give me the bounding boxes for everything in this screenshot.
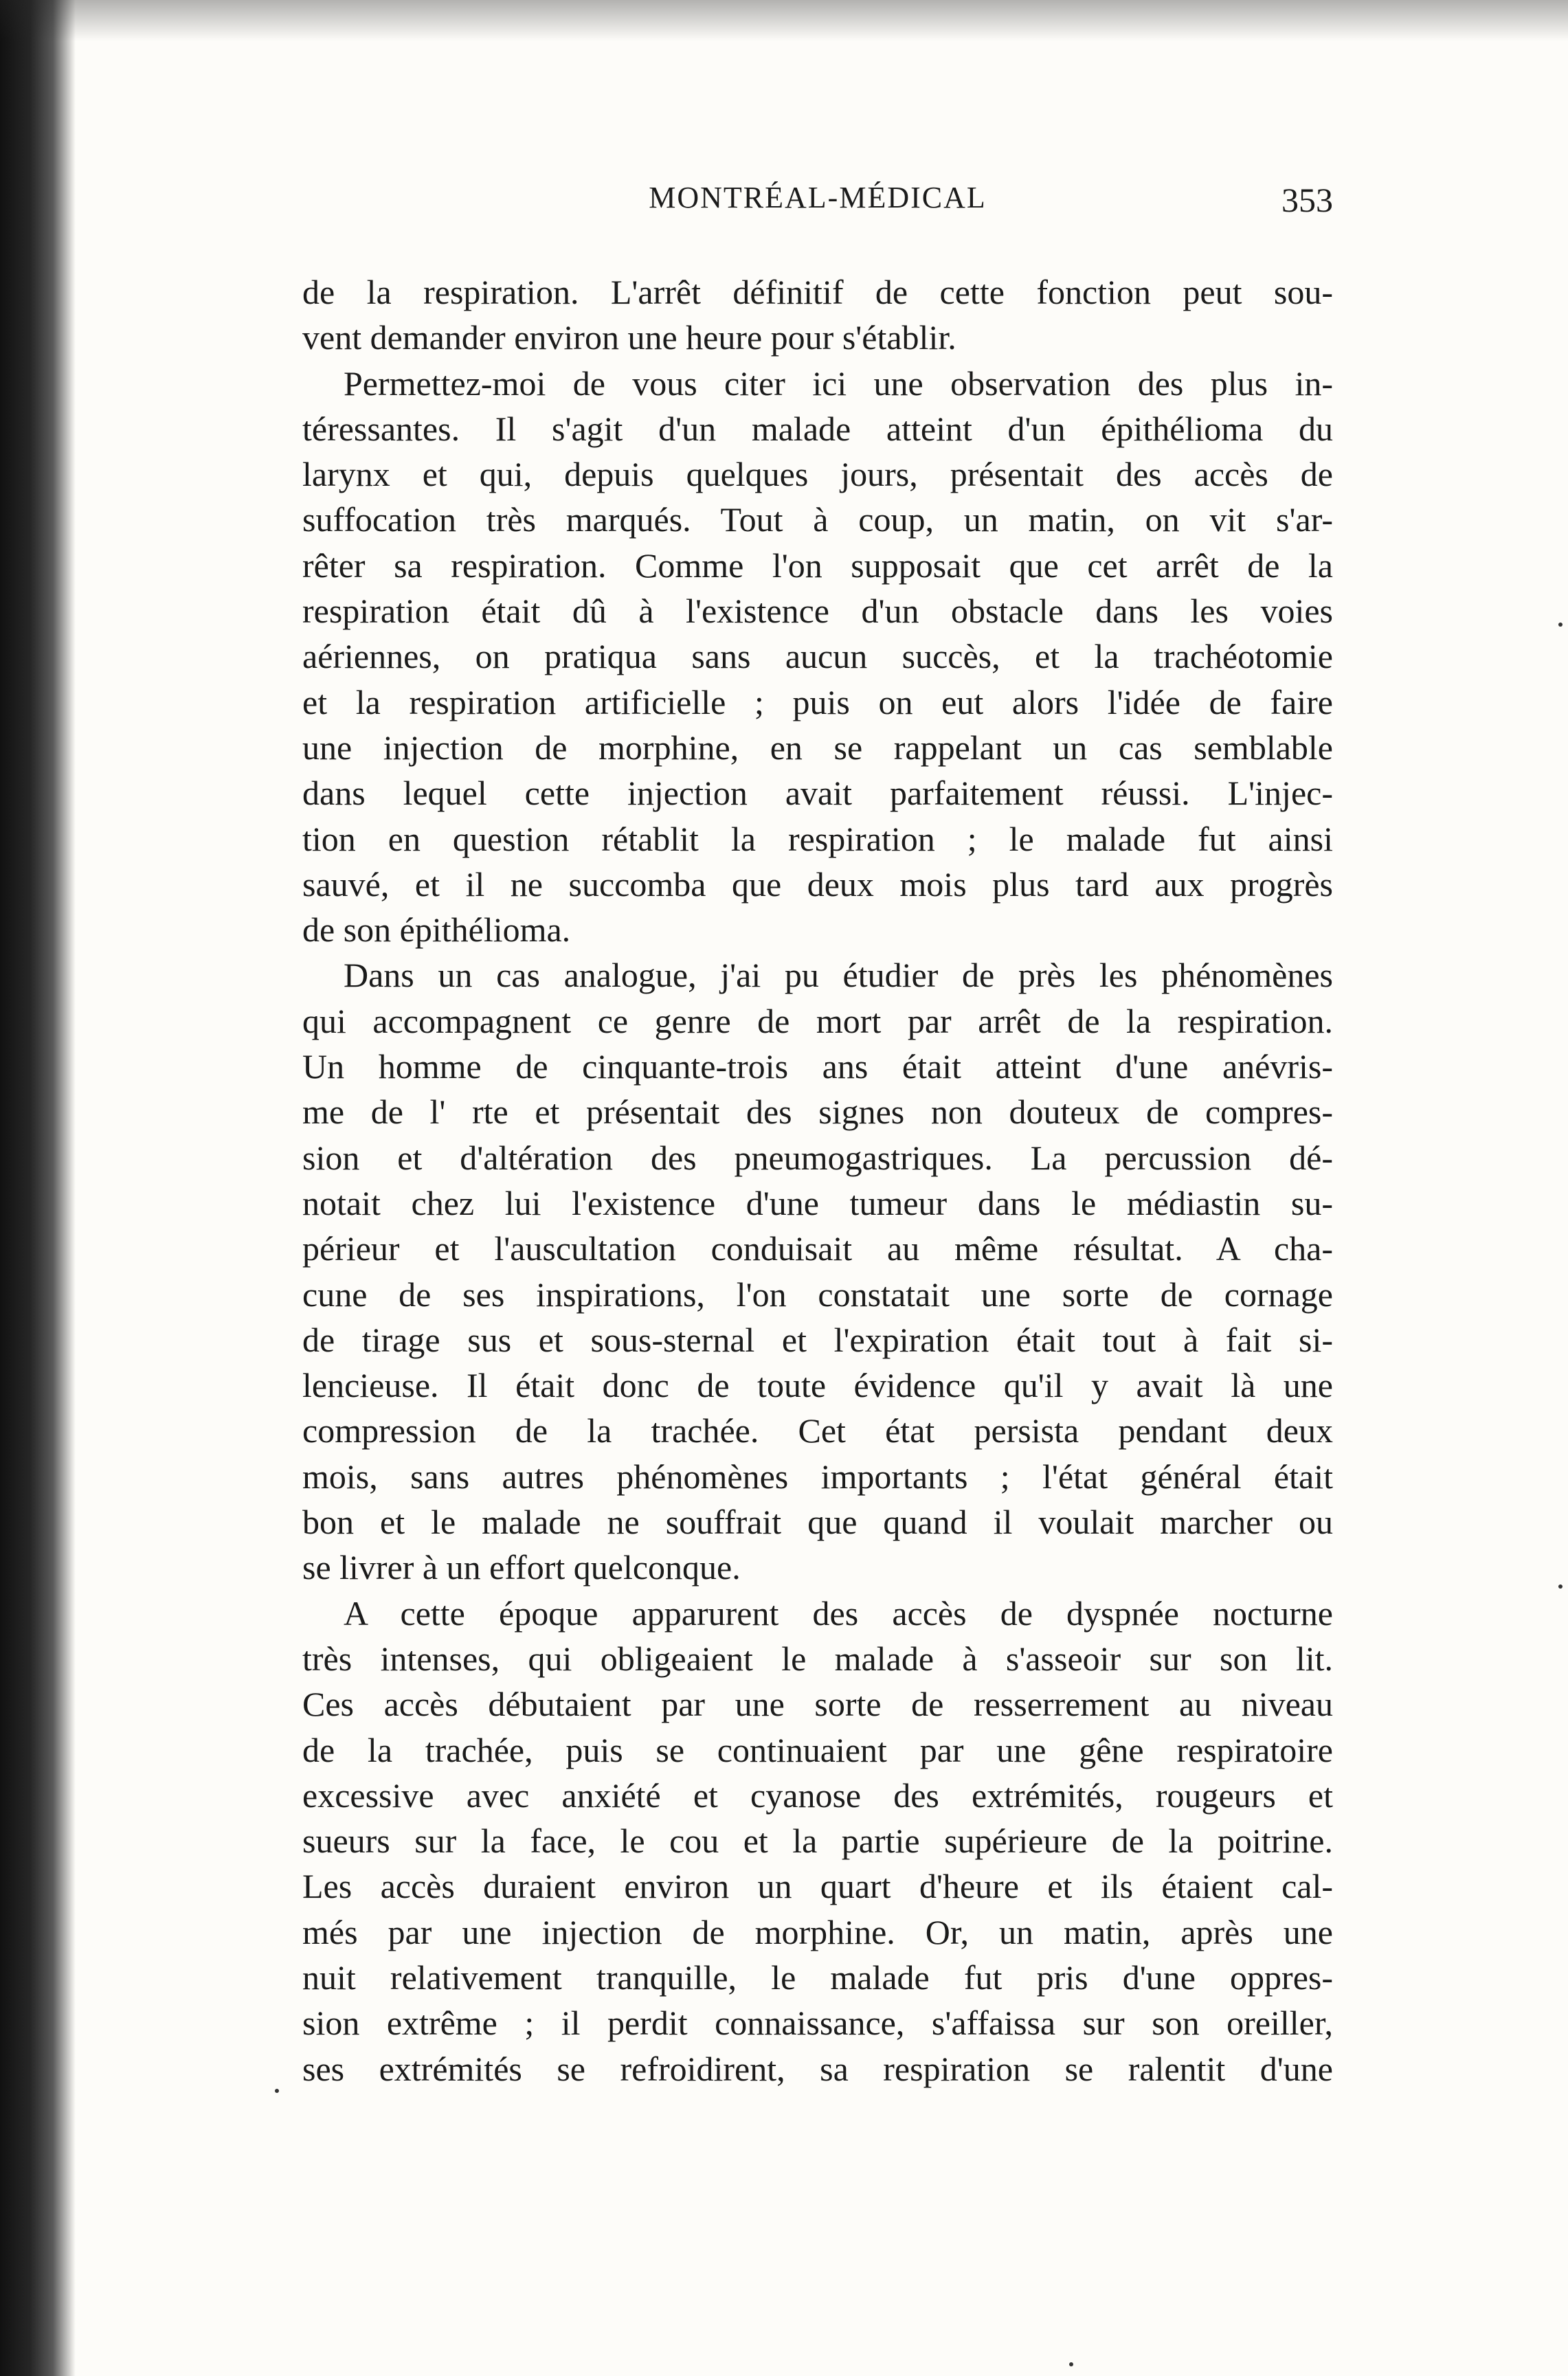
scan-speck [1069,2362,1073,2366]
text-line: suffocation très marqués. Tout à coup, un matin, on vit s'ar- [302,500,1333,539]
page-header [302,180,1333,235]
binding-edge [0,0,76,2376]
running-head: MONTRÉAL-MÉDICAL [649,181,987,214]
text-line: tion en question rétablit la respiration ; le malade fut ainsi [302,819,1333,858]
text-line: més par une injection de morphine. Or, un matin, après une [302,1912,1333,1951]
text-line: lencieuse. Il était donc de toute évidence qu'il y avait là une [302,1366,1333,1405]
text-line: bon et le malade ne souffrait que quand il voulait marcher ou [302,1503,1333,1542]
text-line: sion extrême ; il perdit connaissance, s'affaissa sur son oreiller, [302,2004,1333,2043]
text-line: me de l' rte et présentait des signes non douteux de compres- [302,1092,1333,1132]
text-line: respiration était dû à l'existence d'un obstacle dans les voies [302,592,1333,631]
text-line: Un homme de cinquante-trois ans était atteint d'une anévris- [302,1047,1333,1086]
text-line: une injection de morphine, en se rappelant un cas semblable [302,728,1333,767]
text-line: cune de ses inspirations, l'on constatait une sorte de cornage [302,1275,1333,1314]
text-line: Dans un cas analogue, j'ai pu étudier de près les phénomènes [344,956,1333,995]
text-line: nuit relativement tranquille, le malade fut pris d'une oppres- [302,1958,1333,1997]
text-line: A cette époque apparurent des accès de dyspnée nocturne [344,1593,1333,1633]
text-line: sauvé, et il ne succomba que deux mois plus tard aux progrès [302,864,1333,904]
text-line: qui accompagnent ce genre de mort par arrêt de la respiration. [302,1001,1333,1040]
text-line: Ces accès débutaient par une sorte de resserrement au niveau [302,1685,1333,1724]
page-number: 353 [1281,181,1333,219]
text-line: notait chez lui l'existence d'une tumeur dans le médiastin su- [302,1183,1333,1222]
text-line: vent demander environ une heure pour s'établir. [302,318,956,357]
text-line: mois, sans autres phénomènes importants ; l'état général était [302,1457,1333,1496]
text-line: sueurs sur la face, le cou et la partie supérieure de la poitrine. [302,1822,1333,1861]
text-line: très intenses, qui obligeaient le malade à s'asseoir sur son lit. [302,1639,1333,1678]
scan-speck [275,2089,279,2093]
text-line: et la respiration artificielle ; puis on eut alors l'idée de faire [302,682,1333,721]
page-top-shadow [0,0,1568,41]
scan-speck [1558,623,1563,627]
text-line: sion et d'altération des pneumogastriques. La percussion dé- [302,1138,1333,1177]
text-line: se livrer à un effort quelconque. [302,1548,741,1587]
text-line: Les accès duraient environ un quart d'heure et ils étaient cal- [302,1867,1333,1906]
text-line: excessive avec anxiété et cyanose des extrémités, rougeurs et [302,1775,1333,1815]
text-line: Permettez-moi de vous citer ici une observation des plus in- [344,363,1333,403]
text-line: ses extrémités se refroidirent, sa respiration se ralentit d'une [302,2049,1333,2088]
text-line: téressantes. Il s'agit d'un malade atteint d'un épithélioma du [302,409,1333,448]
text-line: larynx et qui, depuis quelques jours, présentait des accès de [302,455,1333,494]
text-line: de la trachée, puis se continuaient par une gêne respiratoire [302,1730,1333,1769]
text-line: de tirage sus et sous-sternal et l'expiration était tout à fait si- [302,1320,1333,1359]
text-line: dans lequel cette injection avait parfaitement réussi. L'injec- [302,774,1333,813]
text-line: compression de la trachée. Cet état persista pendant deux [302,1411,1333,1450]
text-line: de la respiration. L'arrêt définitif de cette fonction peut sou- [302,273,1333,311]
text-line: rêter sa respiration. Comme l'on supposait que cet arrêt de la [302,546,1333,585]
text-line: aériennes, on pratiqua sans aucun succès, et la trachéotomie [302,637,1333,676]
text-line: de son épithélioma. [302,910,571,950]
scan-speck [1558,1584,1563,1589]
body-text [302,269,1333,2092]
text-line: périeur et l'auscultation conduisait au même résultat. A cha- [302,1229,1333,1268]
